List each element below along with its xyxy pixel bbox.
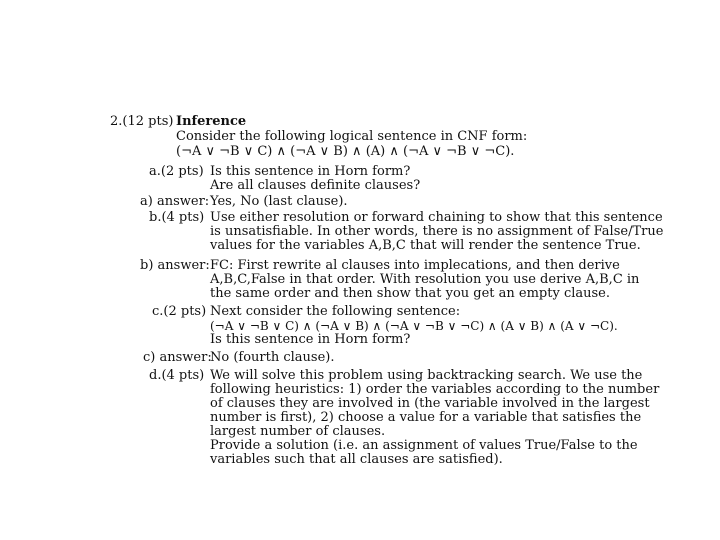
question-title: Inference bbox=[176, 114, 247, 129]
part-b-answer-line-3: the same order and then show that you get an empty clause. bbox=[210, 286, 611, 301]
part-c-answer-label: c) answer: bbox=[143, 350, 212, 365]
part-a-line-1: Is this sentence in Horn form? bbox=[210, 164, 411, 179]
part-b-answer-label: b) answer: bbox=[140, 258, 210, 273]
part-c-formula: (¬A ∨ ¬B ∨ C) ∧ (¬A ∨ B) ∧ (¬A ∨ ¬B ∨ ¬C) ∧ (A ∨ B) ∧ (A ∨ ¬C). bbox=[210, 319, 618, 333]
part-c-answer: No (fourth clause). bbox=[210, 350, 335, 365]
part-b-line-1: Use either resolution or forward chaining to show that this sentence bbox=[210, 210, 663, 225]
part-d-line-3: of clauses they are involved in (the variable involved in the largest bbox=[210, 396, 650, 411]
part-b-answer-line-2: A,B,C,False in that order. With resolution you use derive A,B,C in bbox=[210, 272, 640, 287]
part-a-label: a.(2 pts) bbox=[149, 164, 204, 179]
part-b-line-2: is unsatisfiable. In other words, there is no assignment of False/True bbox=[210, 224, 664, 239]
part-c-line-3: Is this sentence in Horn form? bbox=[210, 332, 411, 347]
part-b-answer-line-1: FC: First rewrite al clauses into implecations, and then derive bbox=[210, 258, 620, 273]
part-b-line-3: values for the variables A,B,C that will render the sentence True. bbox=[210, 238, 641, 253]
part-d-line-2: following heuristics: 1) order the variables according to the number bbox=[210, 382, 660, 397]
part-a-line-2: Are all clauses definite clauses? bbox=[210, 178, 421, 193]
part-a-answer-label: a) answer: bbox=[140, 194, 210, 209]
part-d-label: d.(4 pts) bbox=[149, 368, 205, 383]
part-d-line-6: Provide a solution (i.e. an assignment of values True/False to the bbox=[210, 438, 638, 453]
question-label: 2.(12 pts) bbox=[110, 114, 174, 129]
part-d-line-4: number is first), 2) choose a value for a variable that satisfies the bbox=[210, 410, 642, 425]
part-c-line-1: Next consider the following sentence: bbox=[210, 304, 461, 319]
part-d-line-7: variables such that all clauses are satisfied). bbox=[210, 452, 503, 467]
part-c-label: c.(2 pts) bbox=[152, 304, 207, 319]
cnf-formula: (¬A ∨ ¬B ∨ C) ∧ (¬A ∨ B) ∧ (A) ∧ (¬A ∨ ¬B ∨ ¬C). bbox=[176, 144, 515, 159]
part-b-label: b.(4 pts) bbox=[149, 210, 205, 225]
part-a-answer: Yes, No (last clause). bbox=[210, 194, 348, 209]
question-intro: Consider the following logical sentence in CNF form: bbox=[176, 129, 528, 144]
part-d-line-5: largest number of clauses. bbox=[210, 424, 386, 439]
part-d-line-1: We will solve this problem using backtracking search. We use the bbox=[210, 368, 643, 383]
